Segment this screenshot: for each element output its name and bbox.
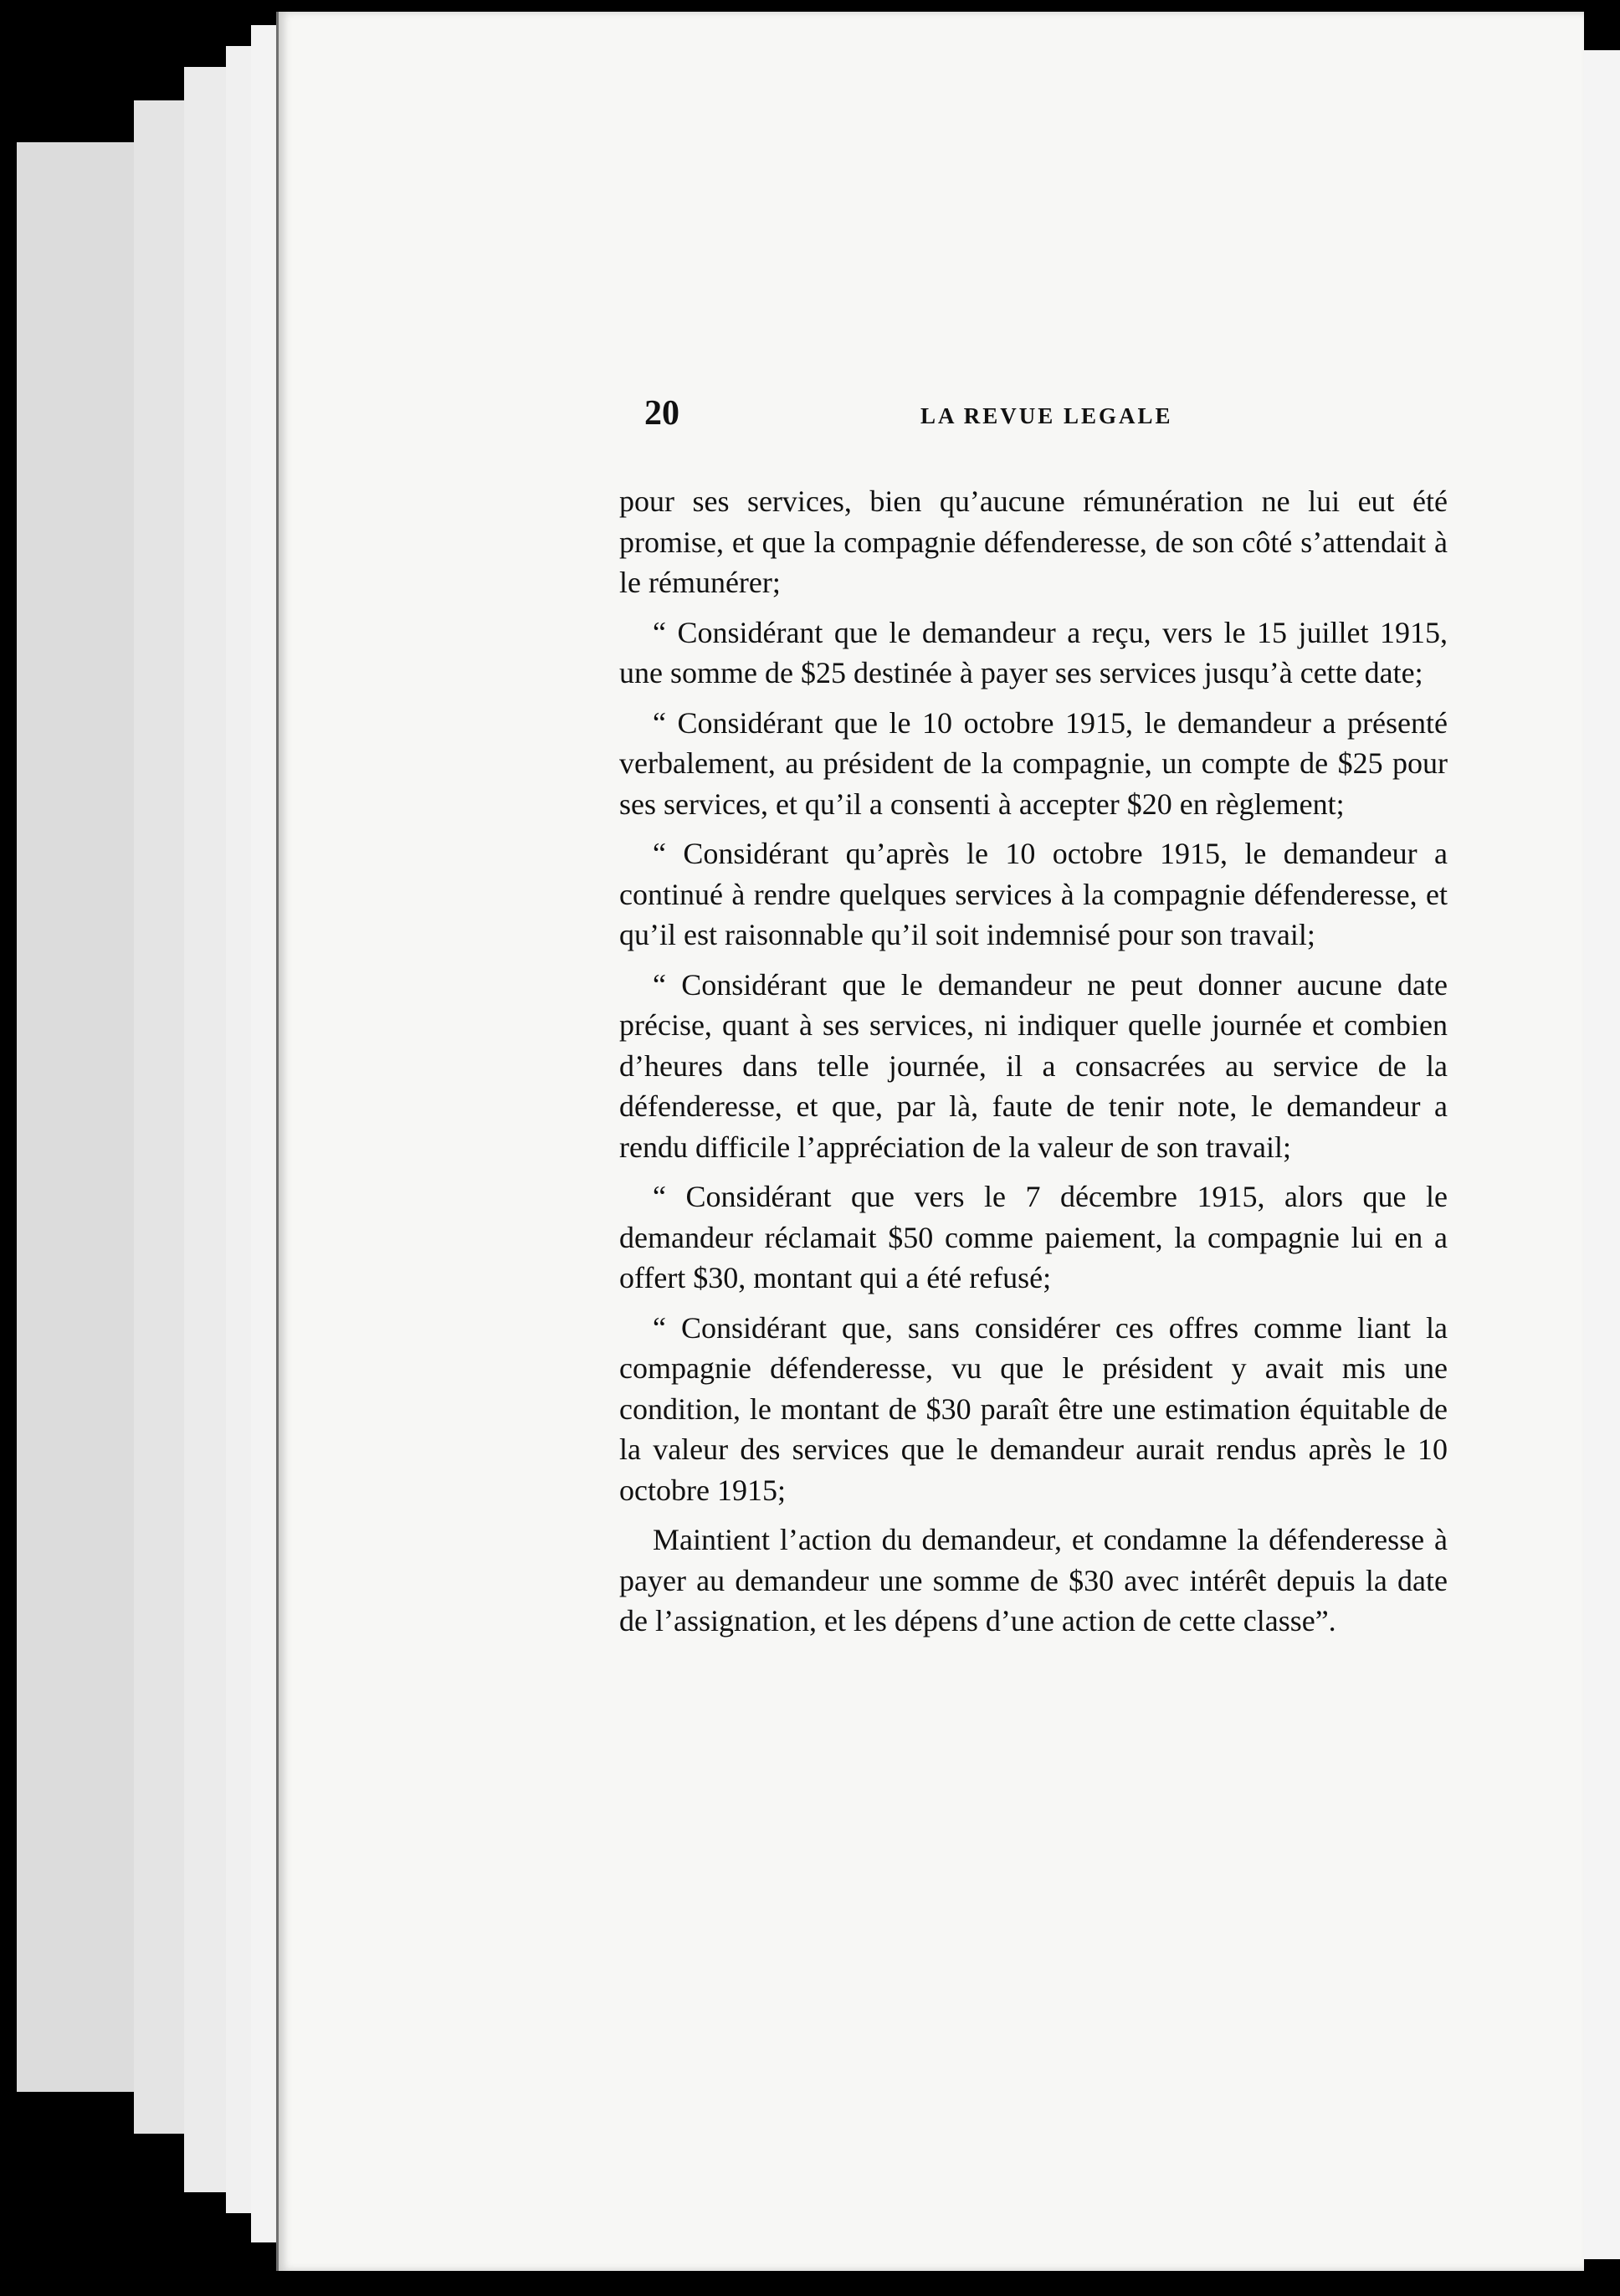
paragraph: “ Considérant que vers le 7 décembre 1915, alors que le demandeur réclamait $50 comme paiement, la compagnie lui en a offert $30, montant qui a été refusé;: [619, 1180, 1448, 1294]
page-header: [644, 393, 1464, 443]
paragraph: pour ses services, bien qu’aucune rémunération ne lui eut été promise, et que la compagnie défenderesse, de son côté s’attendait à le rémunérer;: [619, 484, 1448, 599]
page-number: 20: [644, 394, 679, 433]
body-text: [619, 481, 1448, 1651]
paragraph: Maintient l’action du demandeur, et condamne la défenderesse à payer au demandeur une somme de $30 avec intérêt depuis la date de l’assignation, et les dépens d’une action de cette classe”.: [619, 1523, 1448, 1637]
paragraph: “ Considérant que, sans considérer ces offres comme liant la compagnie défenderesse, vu que le président y avait mis une condition, le montant de $30 paraît être une estimation équitable de la valeur des services que le demandeur aurait rendus après le 10 octobre 1915;: [619, 1310, 1448, 1507]
paragraph: “ Considérant qu’après le 10 octobre 1915, le demandeur a continué à rendre quelques services à la compagnie défenderesse, et qu’il est raisonnable qu’il soit indemnisé pour son travail;: [619, 837, 1448, 951]
paragraph: “ Considérant que le demandeur ne peut donner aucune date précise, quant à ses services, ni indiquer quelle journée et combien d’heures dans telle journée, il a consacrées au service de la défenderesse, et que, par là, faute de tenir note, le demandeur a rendu difficile l’appréciation de la valeur de son travail;: [619, 967, 1448, 1164]
paragraph: “ Considérant que le 10 octobre 1915, le demandeur a présenté verbalement, au président de la compagnie, un compte de $25 pour ses services, et qu’il a consenti à accepter $20 en règlement;: [619, 705, 1448, 821]
running-title: LA REVUE LEGALE: [920, 403, 1173, 428]
paragraph: “ Considérant que le demandeur a reçu, vers le 15 juillet 1915, une somme de $25 destinée à payer ses services jusqu’à cette date;: [619, 615, 1448, 689]
